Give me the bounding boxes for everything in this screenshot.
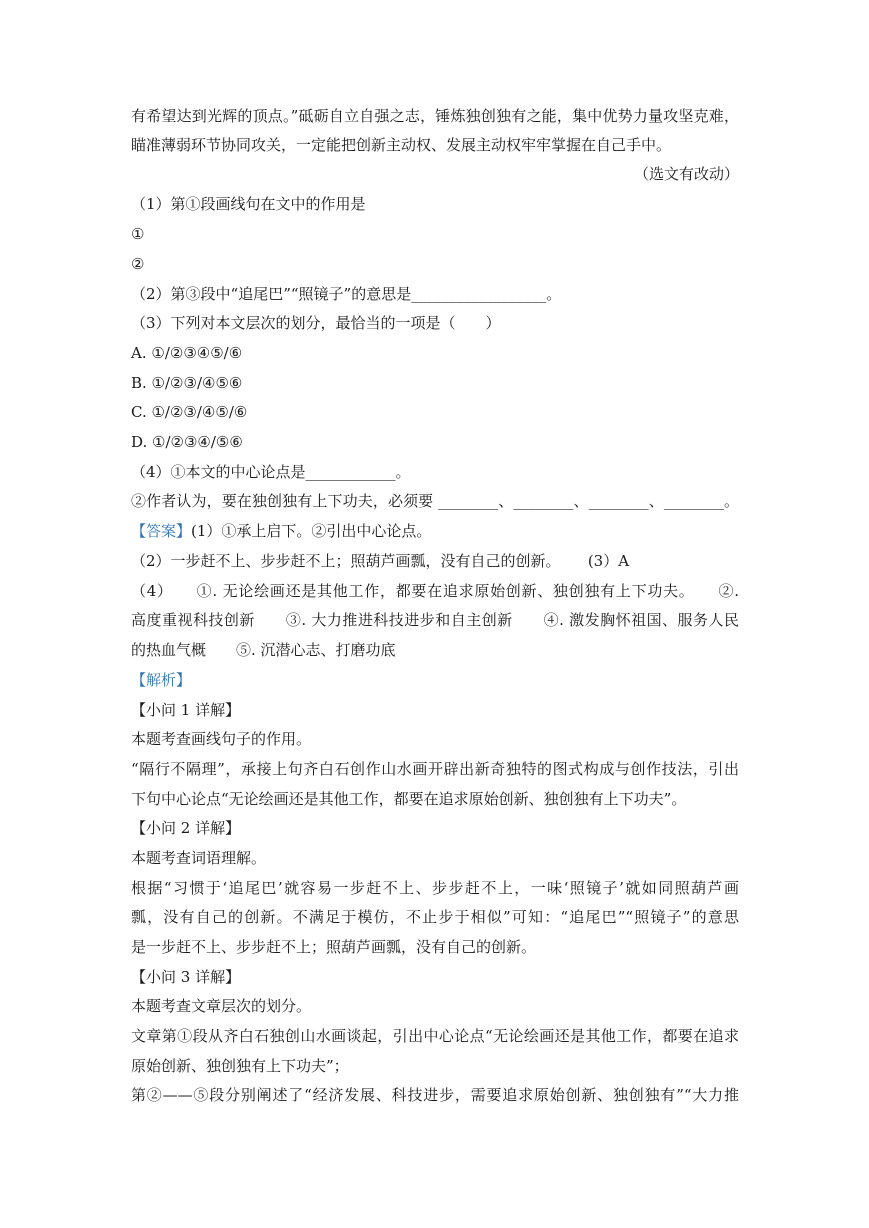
- subquestion-3-line-3: 原始创新、独创独有上下功夫”；: [131, 1057, 349, 1075]
- option-c: C. ①/②③/④⑤/⑥: [131, 403, 248, 421]
- subquestion-2-line-1: 本题考查词语理解。: [131, 849, 267, 867]
- subquestion-2-line-3: 瓢，没有自己的创新。不满足于模仿，不止步于相似”可知：“追尾巴”“照镜子”的意思: [131, 908, 739, 926]
- answer-line-4: 高度重视科技创新 ③. 大力推进科技进步和自主创新 ④. 激发胸怀祖国、服务人民: [131, 611, 739, 629]
- question-1-blank-1: ①: [131, 225, 145, 243]
- subquestion-1-line-1: 本题考查画线句子的作用。: [131, 730, 312, 748]
- subquestion-3-title: 【小问 3 详解】: [131, 968, 241, 986]
- intro-line-2: 瞄准薄弱环节协同攻关，一定能把创新主动权、发展主动权牢牢掌握在自己手中。: [131, 136, 672, 154]
- question-3: （3）下列对本文层次的划分，最恰当的一项是（ ）: [131, 314, 501, 332]
- subquestion-3-line-1: 本题考查文章层次的划分。: [131, 997, 312, 1015]
- subquestion-2-title: 【小问 2 详解】: [131, 819, 241, 837]
- source-note: （选文有改动）: [633, 165, 739, 183]
- answer-line-3: （4） ①. 无论绘画还是其他工作，都要在追求原始创新、独创独有上下功夫。 ②.: [131, 582, 739, 600]
- answer-line-2: （2）一步赶不上、步步赶不上；照葫芦画瓢，没有自己的创新。 (3）A: [131, 552, 630, 570]
- subquestion-2-line-2: 根据“习惯于‘追尾巴’就容易一步赶不上、步步赶不上，一味‘照镜子’就如同照葫芦画: [131, 879, 739, 897]
- answer-q1-text: (1）①承上启下。②引出中心论点。: [191, 522, 432, 540]
- subquestion-2-line-4: 是一步赶不上、步步赶不上；照葫芦画瓢，没有自己的创新。: [131, 938, 537, 956]
- answer-line-1: [131, 521, 739, 541]
- option-a: A. ①/②③④⑤/⑥: [131, 344, 243, 362]
- subquestion-3-line-2: 文章第①段从齐白石独创山水画谈起，引出中心论点“无论绘画还是其他工作，都要在追求: [131, 1027, 739, 1045]
- question-4-part-2: ②作者认为，要在独创独有上下功夫，必须要 ________、________、________、________。: [131, 492, 739, 510]
- intro-line-1: 有希望达到光辉的顶点。”砥砺自立自强之志，锤炼独创独有之能，集中优势力量攻坚克难，: [131, 107, 739, 125]
- question-1-blank-2: ②: [131, 255, 145, 273]
- subquestion-1-line-2: “隔行不隔理”，承接上句齐白石创作山水画开辟出新奇独特的图式构成与创作技法，引出: [131, 760, 739, 778]
- option-d: D. ①/②③④/⑤⑥: [131, 433, 243, 451]
- question-4-part-1: （4）①本文的中心论点是____________。: [131, 463, 411, 481]
- subquestion-1-title: 【小问 1 详解】: [131, 701, 241, 719]
- answer-line-5: 的热血气概 ⑤. 沉潜心志、打磨功底: [131, 641, 396, 659]
- subquestion-3-line-4: 第②——⑤段分别阐述了“经济发展、科技进步，需要追求原始创新、独创独有”“大力推: [131, 1086, 739, 1104]
- answer-label: 【答案】: [131, 522, 192, 540]
- subquestion-1-line-3: 下句中心论点“无论绘画还是其他工作，都要在追求原始创新、独创独有上下功夫”。: [131, 790, 687, 808]
- analysis-label: 【解析】: [131, 671, 192, 689]
- option-b: B. ①/②③/④⑤⑥: [131, 374, 243, 392]
- question-1: （1）第①段画线句在文中的作用是: [131, 195, 366, 213]
- question-2: （2）第③段中“追尾巴”“照镜子”的意思是__________________。: [131, 285, 562, 303]
